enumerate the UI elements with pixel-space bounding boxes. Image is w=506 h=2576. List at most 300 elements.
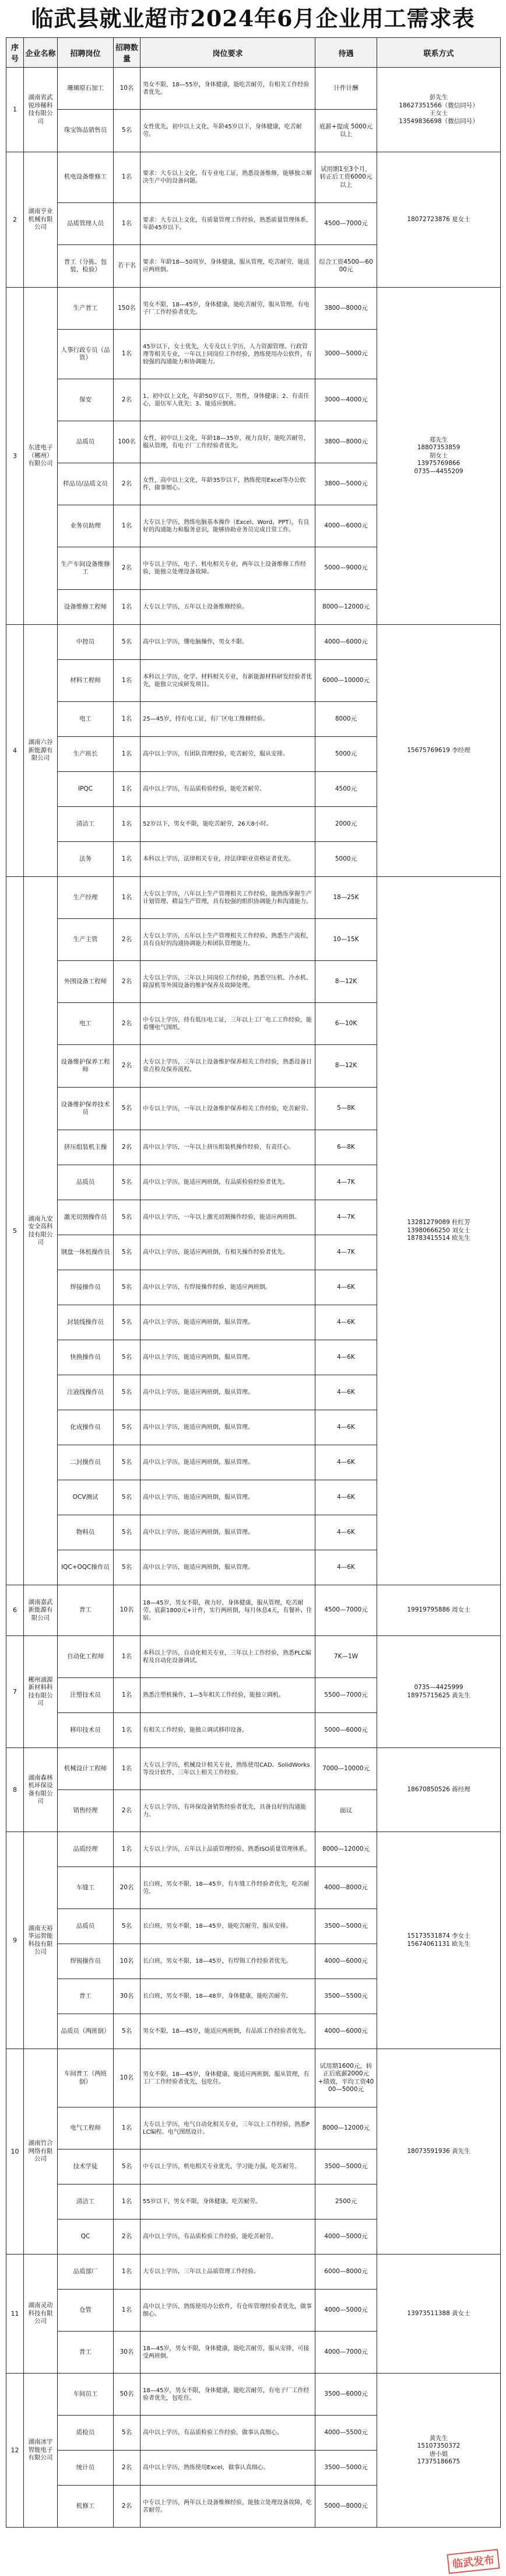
position-name: 车间普工（两班倒） — [58, 2049, 114, 2107]
position-name: 注液线操作员 — [58, 1375, 114, 1410]
salary: 2500元 — [315, 2184, 377, 2220]
table-row — [6, 625, 501, 660]
salary: 4—6K — [315, 1445, 377, 1480]
job-demand-table — [6, 37, 501, 2528]
salary: 7K—1W — [315, 1636, 377, 1678]
job-requirements: 男女不限，18—55岁，身体健康，能吃苦耐劳，有相关工作经验者优先。 — [140, 68, 315, 110]
headcount: 30名 — [114, 1979, 140, 2014]
headcount: 100名 — [114, 421, 140, 463]
row-index: 10 — [6, 2049, 24, 2255]
job-requirements: 要求：大专以上文化，有质量管理工作经验，熟悉质量管理体系，年龄45岁以下。 — [140, 203, 315, 245]
salary: 面议 — [315, 1790, 377, 1832]
position-name: 业务员助理 — [58, 505, 114, 547]
salary: 3800—5000元 — [315, 463, 377, 505]
position-name: 仓管 — [58, 2290, 114, 2332]
job-requirements: 中专以上学历，电子、机电相关专业，两年以上设备维修工作经验，能独立处理设备故障。 — [140, 547, 315, 590]
position-name: 设备维护保养技术员 — [58, 1088, 114, 1130]
job-requirements: 高中以上学历，熟练使用Excel，做事认真细心。 — [140, 2451, 315, 2486]
position-name: 激光切割操作员 — [58, 1200, 114, 1235]
row-index: 7 — [6, 1636, 24, 1748]
company-name: 湖南天裕华运智能科技有限公司 — [24, 1832, 58, 2049]
table-row — [6, 2374, 501, 2416]
header-company: 企业名称 — [24, 38, 58, 68]
salary: 4500—7000元 — [315, 203, 377, 245]
position-name: 珊瑚原石加工 — [58, 68, 114, 110]
company-name: 湖南冰宇智能电子有限公司 — [24, 2374, 58, 2528]
table-row — [6, 877, 501, 919]
table-row — [6, 68, 501, 110]
salary: 5000—9000元 — [315, 547, 377, 590]
position-name: 钢盘一体机操作员 — [58, 1235, 114, 1270]
company-name: 湖南九安安全高科技有限公司 — [24, 877, 58, 1585]
job-requirements: 高中以上学历，有焊接操作经验，能适应两班倒。 — [140, 1270, 315, 1305]
contact-info: 13973511388 黄女士 — [377, 2255, 501, 2374]
job-requirements: 高中以上学历，熟练使用办公软件，有仓库管理经验者优先，做事细心。 — [140, 2290, 315, 2332]
salary: 4000—6000元 — [315, 625, 377, 660]
headcount: 2名 — [114, 2220, 140, 2255]
headcount: 1名 — [114, 842, 140, 877]
headcount: 2名 — [114, 547, 140, 590]
headcount: 2名 — [114, 1045, 140, 1088]
salary: 3500—5000元 — [315, 2451, 377, 2486]
headcount: 1名 — [114, 1678, 140, 1713]
headcount: 5名 — [114, 2014, 140, 2049]
salary: 5000元 — [315, 737, 377, 772]
headcount: 2名 — [114, 379, 140, 421]
salary: 8000—12000元 — [315, 2107, 377, 2149]
job-requirements: 高中以上学历，能适应两班倒，服从管理。 — [140, 1515, 315, 1550]
position-name: 普工 — [58, 1585, 114, 1636]
salary: 3000—5000元 — [315, 330, 377, 379]
position-name: 样品员/品质文员 — [58, 463, 114, 505]
salary: 底薪+提成 5000元以上 — [315, 110, 377, 152]
job-requirements: 大专以上学历，熟练电脑基本操作（Excel、Word、PPT），有良好的沟通能力和服务意识，能够协助业务员完成日常工作。 — [140, 505, 315, 547]
row-index: 2 — [6, 152, 24, 288]
job-requirements: 高中以上学历，有品质检验经验，能吃苦耐劳。 — [140, 772, 315, 807]
company-name: 湖南嘉武新能源有限公司 — [24, 1585, 58, 1636]
salary: 5500—7000元 — [315, 1678, 377, 1713]
job-requirements: 高中以上学历，能适应两班倒，服从管理。 — [140, 1375, 315, 1410]
row-index: 8 — [6, 1748, 24, 1832]
job-requirements: 女性，高中以上文化，年龄35岁以下，熟练使用Excel等办公软件，做事细心。 — [140, 463, 315, 505]
contact-info: 18670850526 蒋经理 — [377, 1748, 501, 1832]
contact-info: 黄先生 15107350372 唐小姐 17375186675 — [377, 2374, 501, 2528]
position-name: QC — [58, 2220, 114, 2255]
watermark-stamp: 临武发布 — [447, 2549, 500, 2574]
headcount: 1名 — [114, 1713, 140, 1748]
job-requirements: 女性优先，初中以上文化，年龄45岁以下，身体健康，吃苦耐劳。 — [140, 110, 315, 152]
salary: 8000元 — [315, 702, 377, 737]
position-name: 焊接操作员 — [58, 1270, 114, 1305]
job-requirements: 大专以上学历，八年以上生产管理相关工作经验，能熟练掌握生产计划管理、精益生产管理，具有较强的组织协调能力和沟通能力。 — [140, 877, 315, 919]
contact-info: 18073591936 黄先生 — [377, 2049, 501, 2255]
salary: 4—6K — [315, 1515, 377, 1550]
salary: 8—12K — [315, 961, 377, 1003]
job-requirements: 高中以上学历，有品质检验工作经验，做事认真细心。 — [140, 2416, 315, 2451]
position-name: 封装线操作员 — [58, 1305, 114, 1340]
job-requirements: 中专以上学历，机电相关专业优先，学习能力强，吃苦耐劳。 — [140, 2149, 315, 2184]
job-requirements: 高中以上学历，能适应两班倒，服从管理。 — [140, 1550, 315, 1585]
job-requirements: 25—45岁，持有电工证，有厂区电工维修经验。 — [140, 702, 315, 737]
position-name: IPQC — [58, 772, 114, 807]
headcount: 1名 — [114, 2184, 140, 2220]
table-row — [6, 2255, 501, 2290]
contact-info: 13281279089 杜红芳 13980666250 刘女士 18783415514 欧先生 — [377, 877, 501, 1585]
job-requirements: 高中以上学历，能适应两班倒，服从管理。 — [140, 1340, 315, 1375]
salary: 3500—5000元 — [315, 1909, 377, 1944]
salary: 5000—6000元 — [315, 1713, 377, 1748]
salary: 8000—12000元 — [315, 590, 377, 625]
job-requirements: 高中以上学历，能适应两班倒，服从管理。 — [140, 1410, 315, 1445]
row-index: 4 — [6, 625, 24, 877]
row-index: 12 — [6, 2374, 24, 2528]
salary: 4500—7000元 — [315, 1585, 377, 1636]
headcount: 1名 — [114, 737, 140, 772]
job-requirements: 女性，初中以上文化，年龄18—35岁，视力良好，能吃苦耐劳，服从管理，有电子厂工作经验者优先。 — [140, 421, 315, 463]
headcount: 2名 — [114, 2451, 140, 2486]
salary: 3500—5000元 — [315, 2149, 377, 2184]
headcount: 1名 — [114, 1636, 140, 1678]
position-name: 生产主管 — [58, 919, 114, 961]
position-name: 品质部厂 — [58, 2255, 114, 2290]
position-name: 二封操作员 — [58, 1445, 114, 1480]
salary: 4—6K — [315, 1305, 377, 1340]
position-name: 品质员 — [58, 421, 114, 463]
table-row — [6, 1832, 501, 1867]
salary: 4000—6000元 — [315, 2014, 377, 2049]
salary: 18—25K — [315, 877, 377, 919]
salary: 3000—4000元 — [315, 379, 377, 421]
company-name: 湖南省武锐珍稀科技有限公司 — [24, 68, 58, 152]
table-row — [6, 2049, 501, 2107]
job-requirements: 高中以上学历，有团队管理经验，吃苦耐劳，服从安排。 — [140, 737, 315, 772]
headcount: 1名 — [114, 505, 140, 547]
contact-info: 郑先生 18807353859 胡女士 13975769866 0735—4455209 — [377, 288, 501, 625]
headcount: 1名 — [114, 2290, 140, 2332]
salary: 4—6K — [315, 1550, 377, 1585]
salary: 综合工资4500—6000元 — [315, 245, 377, 288]
job-requirements: 本科以上学历，化学、材料相关专业，有新能源材料研发经验者优先，能独立完成研发项目。 — [140, 660, 315, 702]
position-name: 技术学徒 — [58, 2149, 114, 2184]
position-name: 移印技术员 — [58, 1713, 114, 1748]
header-position: 招聘岗位 — [58, 38, 114, 68]
headcount: 1名 — [114, 330, 140, 379]
job-requirements: 52岁以下，男女不限，能吃苦耐劳，26天8小时。 — [140, 807, 315, 842]
headcount: 1名 — [114, 660, 140, 702]
job-requirements: 55岁以下，男女不限，身体健康，吃苦耐劳。 — [140, 2184, 315, 2220]
job-requirements: 男女不限，18—45岁，能适应两班倒，有品质工作经验者优先。 — [140, 2014, 315, 2049]
job-requirements: 大专以上学历，三年以上品质管理工作经验。 — [140, 2255, 315, 2290]
position-name: 电工 — [58, 702, 114, 737]
salary: 4000—5500元 — [315, 2416, 377, 2451]
position-name: 快换操作员 — [58, 1340, 114, 1375]
headcount: 2名 — [114, 1790, 140, 1832]
headcount: 若干名 — [114, 245, 140, 288]
job-requirements: 长白班，男女不限，18—45岁，能吃苦耐劳，服从安排。 — [140, 1909, 315, 1944]
salary: 4—6K — [315, 1480, 377, 1515]
salary: 5—8K — [315, 1088, 377, 1130]
headcount: 5名 — [114, 1200, 140, 1235]
headcount: 5名 — [114, 1515, 140, 1550]
job-requirements: 中专以上学历，两年以上设备维修经验，能独立处理设备故障，吃苦耐劳。 — [140, 2486, 315, 2528]
position-name: 化成操作员 — [58, 1410, 114, 1445]
headcount: 5名 — [114, 110, 140, 152]
header-index: 序号 — [6, 38, 24, 68]
position-name: 人事行政专员（品管） — [58, 330, 114, 379]
position-name: 物料员 — [58, 1515, 114, 1550]
position-name: 中控员 — [58, 625, 114, 660]
headcount: 5名 — [114, 1375, 140, 1410]
job-requirements: 中专以上学历，持有低压电工证，三年以上工厂电工工作经验，能看懂电气图纸。 — [140, 1003, 315, 1045]
salary: 3800—8000元 — [315, 288, 377, 330]
headcount: 2名 — [114, 1003, 140, 1045]
headcount: 5名 — [114, 2416, 140, 2451]
headcount: 2名 — [114, 463, 140, 505]
position-name: 清洁工 — [58, 2184, 114, 2220]
company-name: 湖南六谷新能源有限公司 — [24, 625, 58, 877]
salary: 3500—6000元 — [315, 2374, 377, 2416]
position-name: 品质员 — [58, 1165, 114, 1200]
salary: 4000—7000元 — [315, 2332, 377, 2374]
row-index: 11 — [6, 2255, 24, 2374]
headcount: 5名 — [114, 1410, 140, 1445]
table-body — [6, 68, 501, 2528]
header-salary: 待遇 — [315, 38, 377, 68]
table-row — [6, 1585, 501, 1636]
salary: 5000—8000元 — [315, 2486, 377, 2528]
salary: 7000—10000元 — [315, 1748, 377, 1790]
job-requirements: 男女不限，18—45岁，身体健康，能吃苦耐劳，服从管理，有电子厂工作经验者优先。 — [140, 288, 315, 330]
job-requirements: 大专以上学历，五年以上生产管理相关工作经验，熟悉生产流程，具有良好的沟通协调能力和团队管理能力。 — [140, 919, 315, 961]
position-name: 质检员 — [58, 2416, 114, 2451]
position-name: 机电设备维修工 — [58, 152, 114, 203]
position-name: 清洁工 — [58, 807, 114, 842]
headcount: 5名 — [114, 1445, 140, 1480]
table-header-row — [6, 38, 501, 68]
position-name: 生产车间设备维修工 — [58, 547, 114, 590]
headcount: 1名 — [114, 152, 140, 203]
salary: 4000—8000元 — [315, 1867, 377, 1909]
job-requirements: 1、初中以上文化，年龄50岁以下，男性，身体健康；2、有责任心，退伍军人优先；3、能适应倒班。 — [140, 379, 315, 421]
salary: 4000—5000元 — [315, 2290, 377, 2332]
table-row — [6, 1636, 501, 1678]
position-name: 车间员工 — [58, 2374, 114, 2416]
contact-info: 彭先生 18627351566（微信同号） 王女士 13549836698（微信同号） — [377, 68, 501, 152]
salary: 4500元 — [315, 772, 377, 807]
headcount: 20名 — [114, 1867, 140, 1909]
position-name: 品质员（两班倒） — [58, 2014, 114, 2049]
job-requirements: 本科以上学历，法律相关专业，持法律职业资格证者优先。 — [140, 842, 315, 877]
job-requirements: 大专以上学历，三年以上设备维护保养相关工作经验，熟悉设备日常点检及保养流程。 — [140, 1045, 315, 1088]
headcount: 10名 — [114, 1585, 140, 1636]
headcount: 5名 — [114, 1340, 140, 1375]
row-index: 9 — [6, 1832, 24, 2049]
contact-info: 15675769619 李经理 — [377, 625, 501, 877]
salary: 6—10K — [315, 1003, 377, 1045]
job-requirements: 高中以上学历，懂电脑操作，男女不限。 — [140, 625, 315, 660]
headcount: 10名 — [114, 2049, 140, 2107]
company-name: 东进电子（郴州）有限公司 — [24, 288, 58, 625]
company-name: 湖南竹合网络有限公司 — [24, 2049, 58, 2255]
row-index: 6 — [6, 1585, 24, 1636]
headcount: 1名 — [114, 807, 140, 842]
position-name: 品质员 — [58, 1909, 114, 1944]
headcount: 1名 — [114, 2255, 140, 2290]
position-name: 普工 — [58, 1979, 114, 2014]
salary: 4—7K — [315, 1200, 377, 1235]
position-name: 自动化工程师 — [58, 1636, 114, 1678]
salary: 4000—6000元 — [315, 505, 377, 547]
position-name: 车缝工 — [58, 1867, 114, 1909]
position-name: 品质经理 — [58, 1832, 114, 1867]
job-requirements: 大专以上学历，有环保设备销售经验者优先，具备良好的沟通能力。 — [140, 1790, 315, 1832]
salary: 4000—6000元 — [315, 1944, 377, 1979]
job-requirements: 45岁以下，女士优先，大专及以上学历，人力资源管理、行政管理等相关专业，一年以上同岗位工作经验，熟练使用办公软件，有较强的沟通能力和协调能力。 — [140, 330, 315, 379]
header-requirements: 岗位要求 — [140, 38, 315, 68]
headcount: 30名 — [114, 2332, 140, 2374]
position-name: 法务 — [58, 842, 114, 877]
salary: 计件计酬 — [315, 68, 377, 110]
table-row — [6, 1748, 501, 1790]
position-name: 注塑技术员 — [58, 1678, 114, 1713]
job-requirements: 长白班，男女不限，18—45岁，有焊锡工作经验者优先。 — [140, 1944, 315, 1979]
salary: 2000元 — [315, 807, 377, 842]
job-requirements: 大专以上学历，三年以上同岗位工作经验，熟悉空压机、冷水机、除湿机等外围设备的维护保养及故障处理。 — [140, 961, 315, 1003]
headcount: 5名 — [114, 1550, 140, 1585]
headcount: 1名 — [114, 590, 140, 625]
job-requirements: 高中以上学历，有品质检验工作经验，能吃苦耐劳。 — [140, 2220, 315, 2255]
company-name: 湖南亨业机械有限公司 — [24, 152, 58, 288]
headcount: 5名 — [114, 1088, 140, 1130]
headcount: 5名 — [114, 2149, 140, 2184]
headcount: 150名 — [114, 288, 140, 330]
job-requirements: 要求：大专以上文化，有专业电工证，熟悉设备维修，能够独立解决生产中的设备问题。 — [140, 152, 315, 203]
salary: 3800—8000元 — [315, 421, 377, 463]
headcount: 2名 — [114, 1130, 140, 1165]
position-name: IQC+OQC操作员 — [58, 1550, 114, 1585]
salary: 6000—10000元 — [315, 660, 377, 702]
salary: 10—15K — [315, 919, 377, 961]
headcount: 5名 — [114, 1165, 140, 1200]
contact-info: 15173531874 李女士 15674061131 欧先生 — [377, 1832, 501, 2049]
job-requirements: 大专以上学历，五年以上设备维修经验。 — [140, 590, 315, 625]
company-name: 郴州浦源新材料科技有限公司 — [24, 1636, 58, 1748]
headcount: 5名 — [114, 1235, 140, 1270]
position-name: 外围设备工程师 — [58, 961, 114, 1003]
headcount: 1名 — [114, 772, 140, 807]
salary: 4—7K — [315, 1165, 377, 1200]
position-name: 生产经理 — [58, 877, 114, 919]
headcount: 5名 — [114, 1270, 140, 1305]
position-name: 焊锡操作员 — [58, 1944, 114, 1979]
position-name: 普工 — [58, 2332, 114, 2374]
headcount: 1名 — [114, 203, 140, 245]
salary: 4—6K — [315, 1375, 377, 1410]
position-name: 销售经理 — [58, 1790, 114, 1832]
page-title: 临武县就业超市2024年6月企业用工需求表 — [31, 5, 475, 32]
job-requirements: 18—45岁，男女不限，视力好，身体健康，服从管理，吃苦耐劳。底薪1800元+计件，实行两班倒，每月休息4天，有餐补、住宿。 — [140, 1585, 315, 1636]
position-name: 材料工程师 — [58, 660, 114, 702]
row-index: 5 — [6, 877, 24, 1585]
job-requirements: 中专以上学历，一年以上设备维护保养相关工作经验，吃苦耐劳。 — [140, 1088, 315, 1130]
job-requirements: 大专以上学历，机械设计相关专业，熟练使用CAD、SolidWorks等设计软件，三年以上相关工作经验。 — [140, 1748, 315, 1790]
position-name: 普工（分拣、包装、检验） — [58, 245, 114, 288]
headcount: 1名 — [114, 1748, 140, 1790]
table-row — [6, 152, 501, 203]
job-requirements: 18—45岁，男女不限，身体健康，能吃苦耐劳，有电子厂工作经验者优先，包吃住。 — [140, 2374, 315, 2416]
salary: 8—12K — [315, 1045, 377, 1088]
headcount: 5名 — [114, 1909, 140, 1944]
company-name: 湖南森林机环保设备有限公司 — [24, 1748, 58, 1832]
job-requirements: 熟悉注塑机操作，1—5年相关工作经验，能独立调机。 — [140, 1678, 315, 1713]
position-name: 挤压组装机主操 — [58, 1130, 114, 1165]
row-index: 3 — [6, 288, 24, 625]
job-requirements: 高中以上学历，能适应两班倒，服从管理。 — [140, 1480, 315, 1515]
salary: 6000—8000元 — [315, 2255, 377, 2290]
headcount: 2名 — [114, 961, 140, 1003]
contact-info: 19919795886 周女士 — [377, 1585, 501, 1636]
position-name: 统计员 — [58, 2451, 114, 2486]
position-name: 生产普工 — [58, 288, 114, 330]
job-requirements: 大专以上学历，五年以上品质管理经验，熟悉ISO质量管理体系。 — [140, 1832, 315, 1867]
position-name: 品质管理人员 — [58, 203, 114, 245]
job-requirements: 18—45岁，男女不限，身体健康，能吃苦耐劳，服从安排，可接受两班倒。 — [140, 2332, 315, 2374]
headcount: 1名 — [114, 2107, 140, 2149]
salary: 8000—12000元 — [315, 1832, 377, 1867]
header-quantity: 招聘数量 — [114, 38, 140, 68]
headcount: 5名 — [114, 1480, 140, 1515]
headcount: 10名 — [114, 68, 140, 110]
salary: 4—6K — [315, 1270, 377, 1305]
header-contact: 联系方式 — [377, 38, 501, 68]
position-name: 珠宝饰品销售员 — [58, 110, 114, 152]
headcount: 1名 — [114, 1832, 140, 1867]
headcount: 2名 — [114, 2486, 140, 2528]
headcount: 50名 — [114, 2374, 140, 2416]
table-row — [6, 288, 501, 330]
salary: 4—6K — [315, 1340, 377, 1375]
job-requirements: 高中以上学历，能适应两班倒，服从管理。 — [140, 1305, 315, 1340]
job-requirements: 有相关工作经验，能独立调试移印设备。 — [140, 1713, 315, 1748]
position-name: 设备维修工程师 — [58, 590, 114, 625]
salary: 5000元 — [315, 842, 377, 877]
salary: 试用期1600元，转正后底薪2000元+绩效，平均工资4000—5000元 — [315, 2049, 377, 2107]
row-index: 1 — [6, 68, 24, 152]
salary: 4—6K — [315, 1410, 377, 1445]
job-requirements: 高中以上学历，能适应两班倒，服从管理。 — [140, 1445, 315, 1480]
headcount: 5名 — [114, 625, 140, 660]
position-name: 机修工 — [58, 2486, 114, 2528]
job-requirements: 高中以上学历，一年以上激光切割操作经验，能适应两班倒。 — [140, 1200, 315, 1235]
position-name: 电气工程师 — [58, 2107, 114, 2149]
company-name: 湖南灵动科技有限公司 — [24, 2255, 58, 2374]
headcount: 1名 — [114, 702, 140, 737]
position-name: 设备维护保养工程师 — [58, 1045, 114, 1088]
job-requirements: 长白班，男女不限，18—48岁，身体健康，能吃苦耐劳。 — [140, 1979, 315, 2014]
position-name: OCV测试 — [58, 1480, 114, 1515]
position-name: 电工 — [58, 1003, 114, 1045]
headcount: 1名 — [114, 877, 140, 919]
job-requirements: 大专以上学历，电气自动化相关专业，三年以上工作经验，熟悉PLC编程、电气图纸设计。 — [140, 2107, 315, 2149]
contact-info: 0735—4425999 18975715625 黄先生 — [377, 1636, 501, 1748]
salary: 试用期1至3个月，转正后工资6000元以上 — [315, 152, 377, 203]
salary: 6—8K — [315, 1130, 377, 1165]
job-requirements: 高中以上学历，能适应两班倒，有品质检验经验者优先。 — [140, 1165, 315, 1200]
job-requirements: 长白班，男女不限，18—45岁，有车缝工作经验者优先，吃苦耐劳。 — [140, 1867, 315, 1909]
job-requirements: 高中以上学历，一年以上挤压组装机操作经验，有责任心。 — [140, 1130, 315, 1165]
job-requirements: 高中以上学历，能适应两班倒，有相关操作经验者优先。 — [140, 1235, 315, 1270]
headcount: 2名 — [114, 919, 140, 961]
